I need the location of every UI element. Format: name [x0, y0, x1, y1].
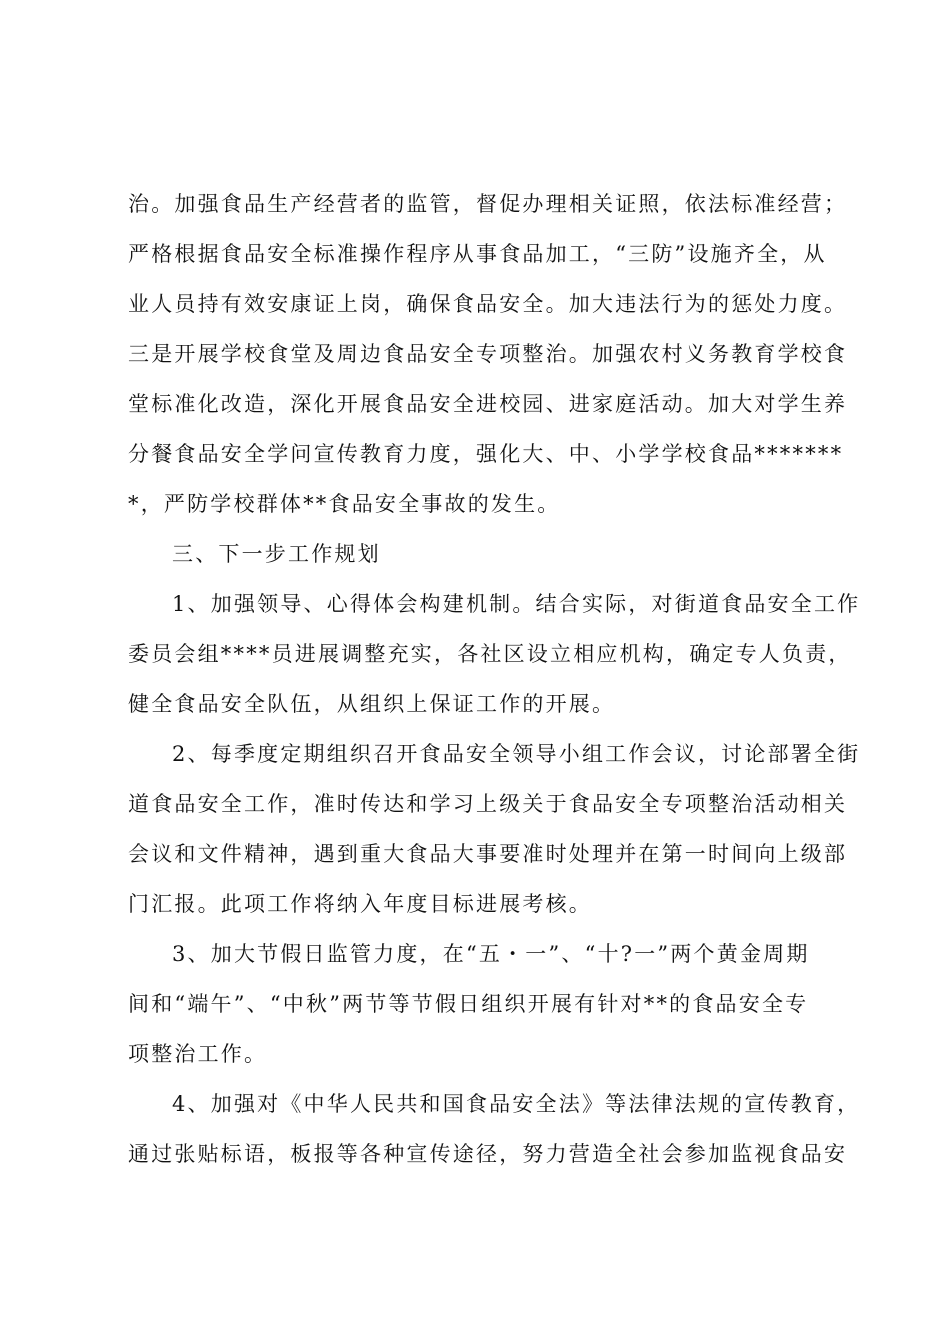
paragraph-line: *，严防学校群体**食品安全事故的发生。: [128, 492, 561, 516]
paragraph-line: 2、每季度定期组织召开食品安全领导小组工作会议，讨论部署全街: [172, 742, 861, 766]
paragraph-line: 严格根据食品安全标准操作程序从事食品加工，“三防”设施齐全，从: [128, 242, 827, 266]
paragraph-line: 道食品安全工作，准时传达和学习上级关于食品安全专项整治活动相关: [128, 792, 848, 816]
paragraph-line: 项整治工作。: [128, 1042, 268, 1066]
paragraph-line: 间和“端午”、“中秋”两节等节假日组织开展有针对**的食品安全专: [128, 992, 809, 1016]
paragraph-line: 治。加强食品生产经营者的监管，督促办理相关证照，依法标准经营；: [128, 192, 848, 216]
paragraph-line: 堂标准化改造，深化开展食品安全进校园、进家庭活动。加大对学生养: [128, 392, 848, 416]
paragraph-line: 门汇报。此项工作将纳入年度目标进展考核。: [128, 892, 592, 916]
paragraph-line: 通过张贴标语，板报等各种宣传途径，努力营造全社会参加监视食品安: [128, 1142, 848, 1166]
paragraph-line: 分餐食品安全学问宣传教育力度，强化大、中、小学学校食品*******: [128, 442, 844, 466]
paragraph-line: 健全食品安全队伍，从组织上保证工作的开展。: [128, 692, 616, 716]
paragraph-line: 业人员持有效安康证上岗，确保食品安全。加大违法行为的惩处力度。: [128, 292, 848, 316]
paragraph-line: 1、加强领导、心得体会构建机制。结合实际，对街道食品安全工作: [172, 592, 861, 616]
paragraph-line: 三是开展学校食堂及周边食品安全专项整治。加强农村义务教育学校食: [128, 342, 848, 366]
section-heading: 三、下一步工作规划: [172, 542, 381, 566]
paragraph-line: 4、加强对《中华人民共和国食品安全法》等法律法规的宣传教育，: [172, 1092, 861, 1116]
paragraph-line: 3、加大节假日监管力度，在“五・一”、“十?一”两个黄金周期: [172, 942, 810, 966]
paragraph-line: 会议和文件精神，遇到重大食品大事要准时处理并在第一时间向上级部: [128, 842, 848, 866]
paragraph-line: 委员会组****员进展调整充实，各社区设立相应机构，确定专人负责，: [128, 642, 852, 666]
